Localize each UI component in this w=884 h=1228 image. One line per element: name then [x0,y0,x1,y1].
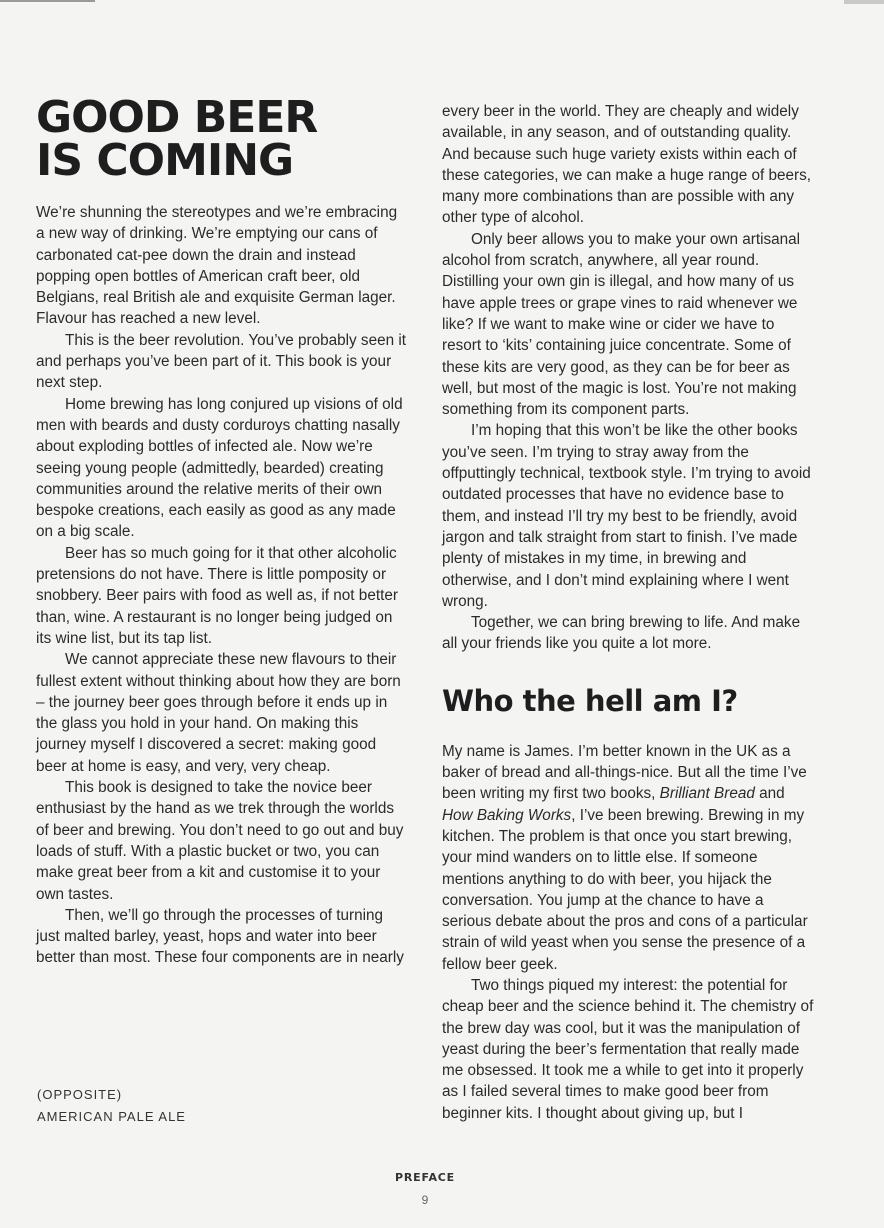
body-paragraph: This is the beer revolution. You’ve probably seen it and perhaps you’ve been part of it. This book is your next step. [36,331,406,392]
body-paragraph: Home brewing has long conjured up visions of old men with beards and dusty corduroys chatting nasally about exploding bottles of infected ale. Now we’re seeing young people (admittedly, bearded) creating communities around the relative merits of their own bespoke creations, each easily as good as any made on a big scale. [36,395,403,541]
body-paragraph: This book is designed to take the novice beer enthusiast by the hand as we trek through the worlds of beer and brewing. You don’t need to go out and buy loads of stuff. With a plastic bucket or two, you can make great beer from a kit and customise it to your own tastes. [36,779,404,903]
title-line-2: IS COMING [36,135,294,186]
body-paragraph: Two things piqued my interest: the potential for cheap beer and the science behind it. The chemistry of the brew day was cool, but it was the manipulation of yeast during the beer’s fermentation that really made me obsessed. It took me a while to get into it properly as I failed several times to make good beer from beginner kits. I thought about giving up, but I [442,976,814,1122]
intro-paragraph [442,741,814,975]
title-line-1: GOOD BEER [36,92,318,143]
caption-line-2: AMERICAN PALE ALE [37,1109,186,1124]
top-edge-line [0,0,95,2]
intro-text-2: , I’ve been brewing. Brewing in my kitchen. The problem is that once you start brewing, your mind wanders on to little else. If someone mentions anything to do with beer, you hijack the conversation. You jump at the chance to have a serious debate about the pros and cons of a particular strain of wild yeast when you sense the presence of a fellow beer geek. [442,806,808,973]
page-number: 9 [421,1193,429,1207]
footer-section-title: PREFACE [395,1171,455,1184]
book-title-brilliant-bread: Brilliant Bread [659,785,755,803]
intro-and: and [754,785,785,803]
body-paragraph: every beer in the world. They are cheaply and widely available, in any season, and of outstanding quality. And because such huge variety exists within each of these categories, we can make a huge range of beers, many more combinations than are possible with any other type of alcohol. [442,103,812,227]
body-paragraph: Beer has so much going for it that other alcoholic pretensions do not have. There is little pomposity or snobbery. Beer pairs with food as well as, if not better than, wine. A restaurant is no longer being judged on its wine list, but its tap list. [36,544,398,647]
caption-line-1: (OPPOSITE) [37,1087,123,1102]
body-paragraph: Together, we can bring brewing to life. And make all your friends like you quite a lot more. [442,614,801,653]
left-column [36,92,408,969]
body-paragraph: We’re shunning the stereotypes and we’re embracing a new way of drinking. We’re emptying our cans of carbonated cat-pee down the drain and instead popping open bottles of American craft beer, old Belgians, real British ale and exquisite German lager. Flavour has reached a new level. [36,204,398,328]
body-paragraph: Then, we’ll go through the processes of turning just malted barley, yeast, hops and water into beer better than most. These four components are in nearly [36,906,404,967]
body-paragraph: Only beer allows you to make your own artisanal alcohol from scratch, anywhere, all year round. Distilling your own gin is illegal, and how many of us have apple trees or grape vines to raid whenever we like? If we want to make wine or cider we have to resort to ‘kits’ containing juice concentrate. Some of these kits are very good, as they can be for beer as well, but most of the magic is lost. You’re not making something from its component parts. [442,230,801,419]
section-heading: Who the hell am I? [442,683,738,718]
body-paragraph: We cannot appreciate these new flavours to their fullest extent without thinking about how they are born – the journey beer goes through before it ends up in the glass you hold in your hand. On making this journey myself I discovered a secret: making good beer at home is easy, and very, very cheap. [36,651,401,775]
body-paragraph: I’m hoping that this won’t be like the other books you’ve seen. I’m trying to stray away from the offputtingly technical, textbook style. I’m trying to avoid outdated processes that have no evidence base to them, and instead I’ll try my best to be friendly, avoid jargon and talk straight from start to finish. I’ve made plenty of mistakes in my time, in brewing and otherwise, and I don’t mind explaining where I went wrong. [442,422,811,610]
right-column [442,101,814,1124]
page-title [36,92,408,186]
book-title-how-baking-works: How Baking Works [442,806,572,824]
intro-text-1: My name is James. I’m better known in the UK as a baker of bread and all-things-nice. But all the time I’ve been writing my first two books, [442,742,807,803]
top-edge-mark [844,0,884,4]
image-caption [37,1084,186,1128]
